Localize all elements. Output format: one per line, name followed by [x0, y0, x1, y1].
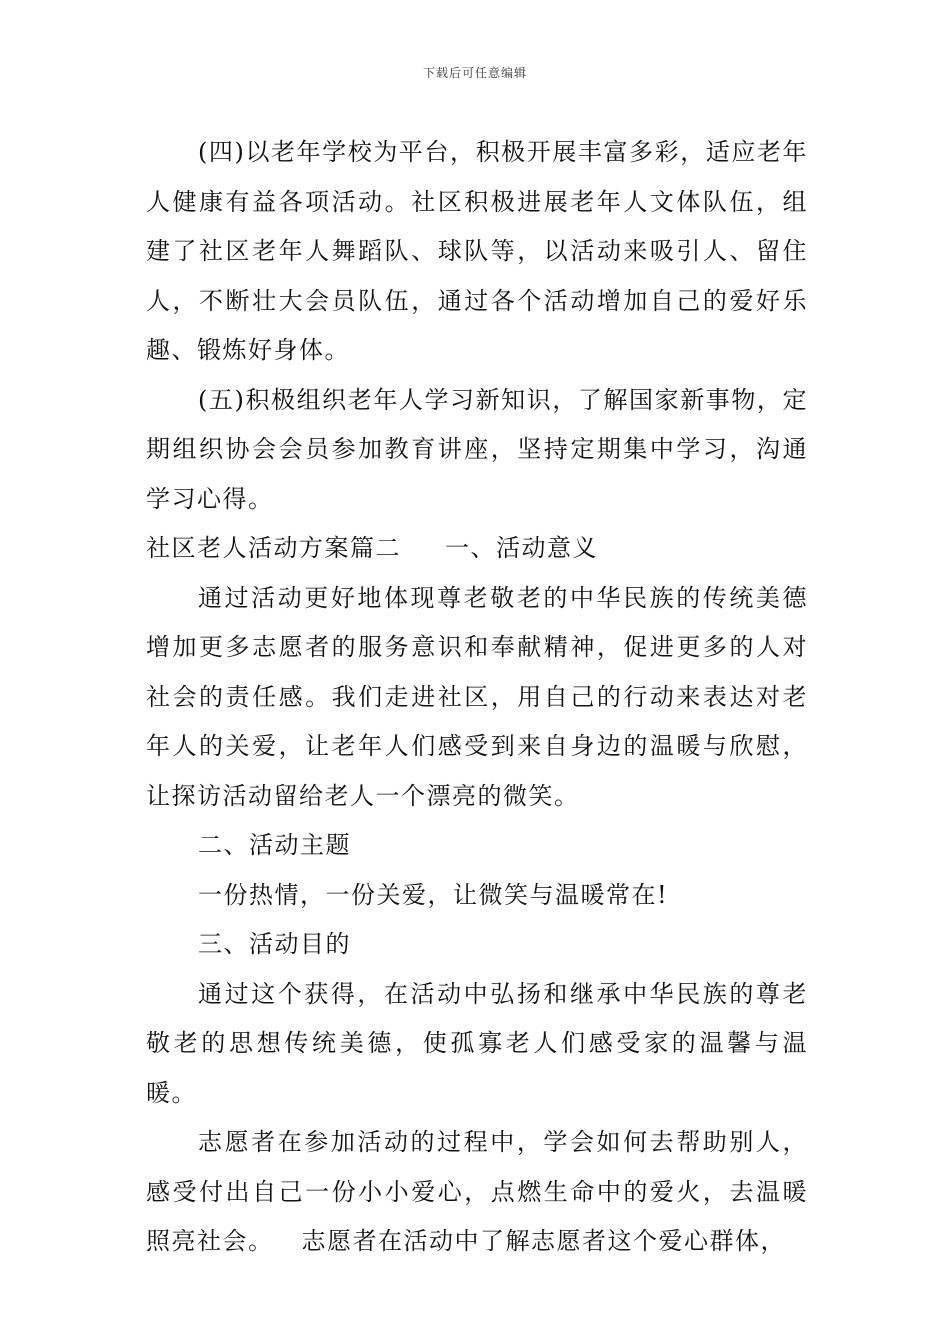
paragraph-four: (四)以老年学校为平台，积极开展丰富多彩，适应老年人健康有益各项活动。社区积极进展老年人文体队伍，组建了社区老年人舞蹈队、球队等，以活动来吸引人、留住人，不断壮大会员队伍，通过各个活动增加自己的爱好乐趣、锻炼好身体。	[146, 138, 808, 364]
paragraph-theme: 一份热情，一份关爱，让微笑与温暖常在!	[198, 880, 669, 909]
paragraph-five: (五)积极组织老年人学习新知识，了解国家新事物，定期组织协会会员参加教育讲座，坚持定期集中学习，沟通学习心得。	[146, 385, 808, 513]
heading-significance: 一、活动意义	[445, 534, 598, 562]
volunteer-text-a: 志愿者在参加活动的过程中，学会如何去帮助别人，感受付出自己一份小小爱心，点燃生命中的爱火，去温暖照亮社会。	[146, 1128, 808, 1255]
section-title-line	[146, 524, 808, 574]
paragraph-significance: 通过活动更好地体现尊老敬老的中华民族的传统美德增加更多志愿者的服务意识和奉献精神，促进更多的人对社会的责任感。我们走进社区，用自己的行动来表达对老年人的关爱，让老年人们感受到来自身边的温暖与欣慰，让探访活动留给老人一个漂亮的微笑。	[146, 583, 808, 810]
heading-purpose: 三、活动目的	[198, 930, 351, 958]
paragraph-volunteer	[146, 1118, 808, 1267]
heading-theme: 二、活动主题	[198, 831, 351, 859]
volunteer-text-b: 志愿者在活动中了解志愿者这个爱心群体，	[301, 1227, 786, 1255]
page-header: 下载后可任意编辑	[422, 66, 527, 80]
document-body	[146, 128, 808, 1267]
section-title: 社区老人活动方案篇二	[146, 534, 401, 562]
paragraph-purpose: 通过这个获得，在活动中弘扬和继承中华民族的尊老敬老的思想传统美德，使孤寡老人们感受家的温馨与温暖。	[146, 979, 808, 1107]
